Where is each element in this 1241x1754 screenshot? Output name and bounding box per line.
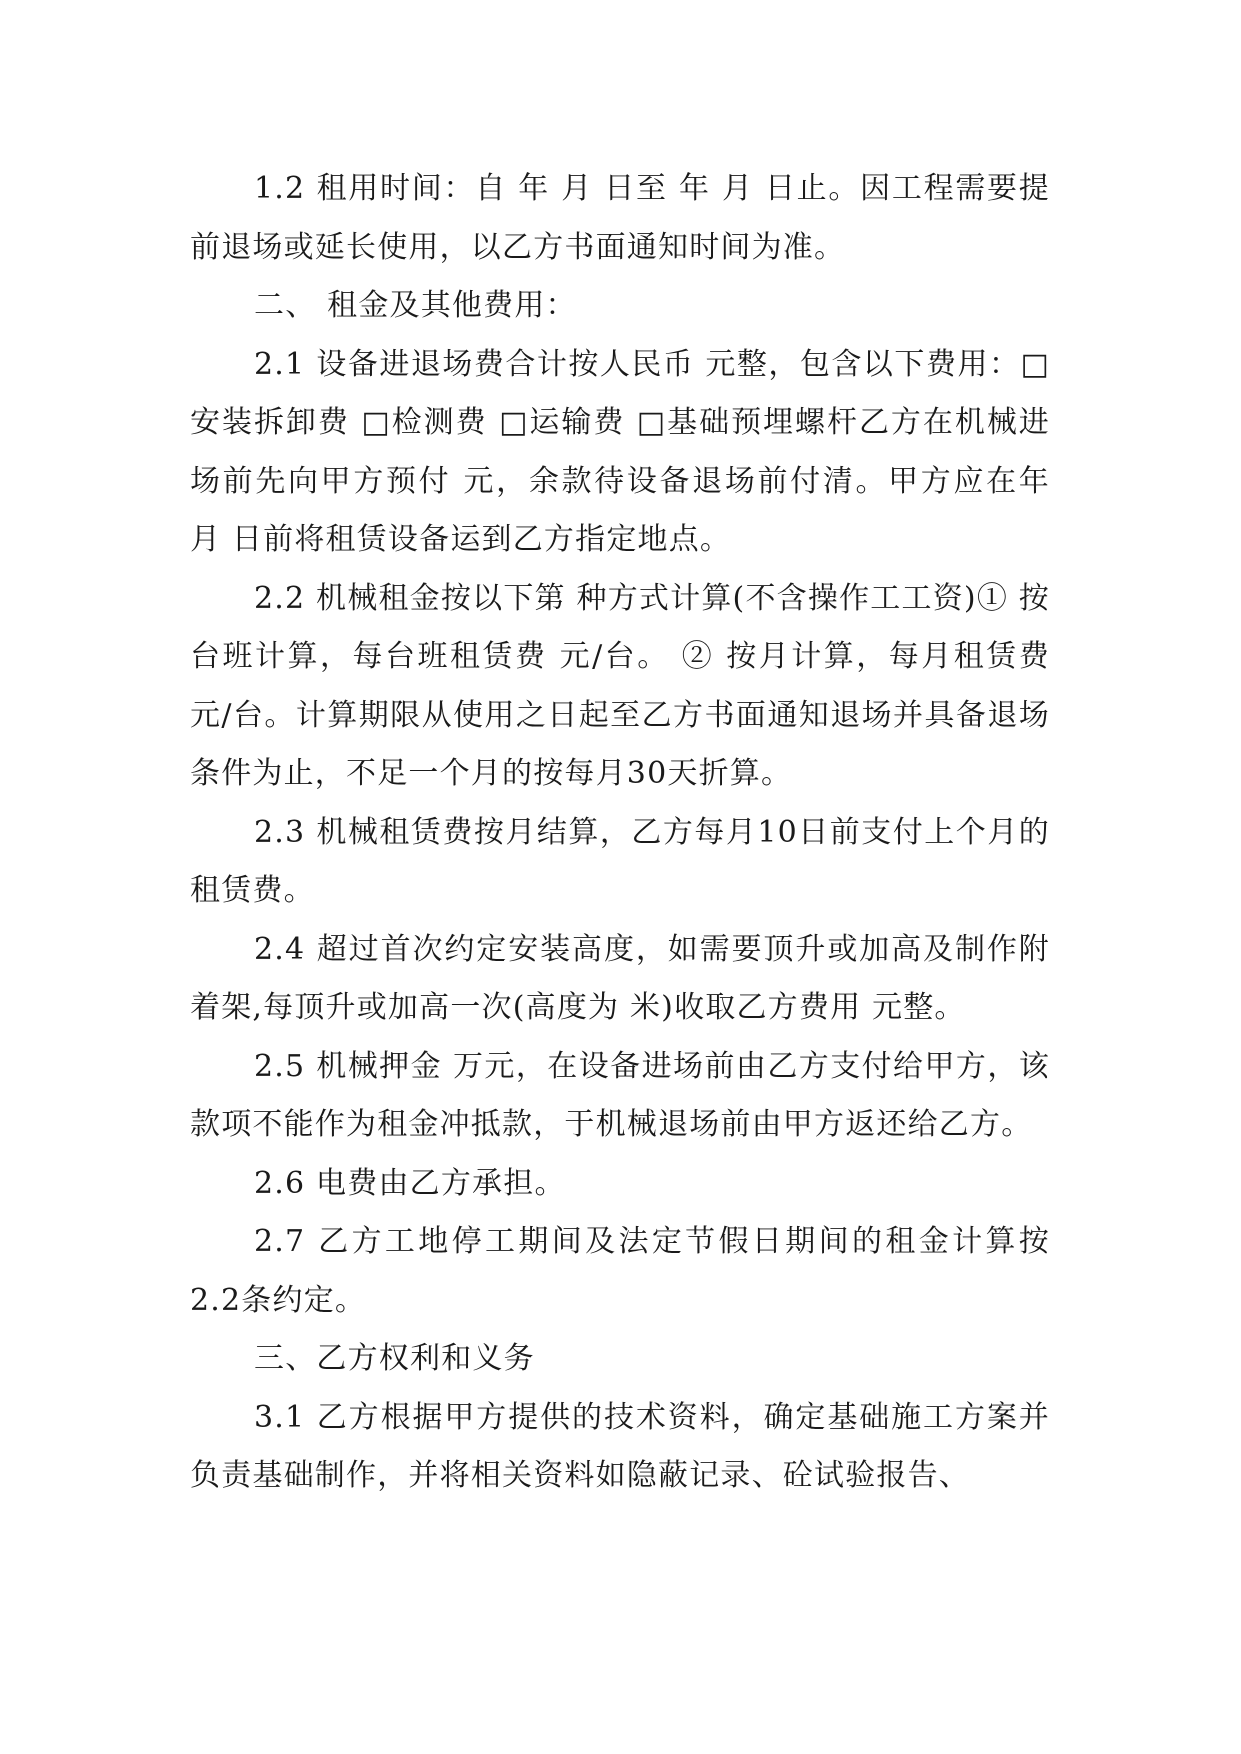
clause-2-5: 2.5 机械押金 万元，在设备进场前由乙方支付给甲方，该款项不能作为租金冲抵款，于机械退场前由甲方返还给乙方。 bbox=[190, 1048, 1050, 1142]
clause-3-1: 3.1 乙方根据甲方提供的技术资料，确定基础施工方案并负责基础制作，并将相关资料如隐蔽记录、砼试验报告、 bbox=[190, 1399, 1050, 1493]
clause-2-7: 2.7 乙方工地停工期间及法定节假日期间的租金计算按2.2条约定。 bbox=[190, 1224, 1050, 1318]
clause-2-4: 2.4 超过首次约定安装高度，如需要顶升或加高及制作附着架,每顶升或加高一次(高度为 米)收取乙方费用 元整。 bbox=[190, 931, 1050, 1025]
section-2-heading: 二、 租金及其他费用： bbox=[254, 288, 577, 323]
clause-1-2: 1.2 租用时间：自 年 月 日至 年 月 日止。因工程需要提前退场或延长使用，以乙方书面通知时间为准。 bbox=[190, 171, 1050, 265]
clause-2-2: 2.2 机械租金按以下第 种方式计算(不含操作工工资)① 按台班计算，每台班租赁费 元/台。 ② 按月计算，每月租赁费 元/台。计算期限从使用之日起至乙方书面通知退场并具备退场条件为止，不足一个月的按每月30天折算。 bbox=[190, 580, 1061, 791]
clause-2-1: 2.1 设备进退场费合计按人民币 元整，包含以下费用：□安装拆卸费 □检测费 □运输费 □基础预埋螺杆乙方在机械进场前先向甲方预付 元，余款待设备退场前付清。甲方应在年 月 日前将租赁设备运到乙方指定地点。 bbox=[190, 346, 1061, 557]
clause-2-6: 2.6 电费由乙方承担。 bbox=[254, 1165, 566, 1201]
document-body bbox=[190, 160, 1061, 1506]
section-3-heading: 三、乙方权利和义务 bbox=[254, 1341, 535, 1376]
clause-2-3: 2.3 机械租赁费按月结算，乙方每月10日前支付上个月的租赁费。 bbox=[190, 814, 1050, 908]
